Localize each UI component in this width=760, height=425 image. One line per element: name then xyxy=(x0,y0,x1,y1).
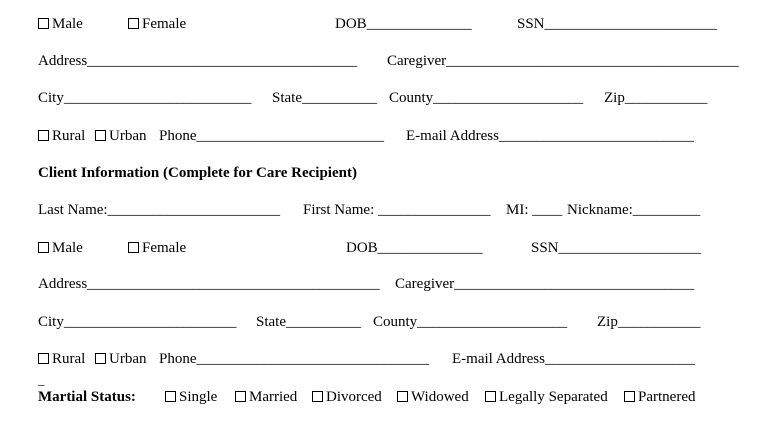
phone-field-1[interactable]: Phone_________________________ xyxy=(159,128,384,144)
nickname-field[interactable]: Nickname:_________ xyxy=(567,202,701,218)
legally-separated-checkbox[interactable] xyxy=(485,391,496,402)
rural-checkbox-1[interactable] xyxy=(38,130,49,141)
rural-option-2[interactable] xyxy=(38,349,85,369)
zip-field-2[interactable]: Zip___________ xyxy=(597,314,701,330)
female-label-1: Female xyxy=(142,16,187,32)
widowed-label: Widowed xyxy=(411,389,469,405)
female-option-1[interactable] xyxy=(128,14,186,34)
rural-option-1[interactable] xyxy=(38,126,85,146)
female-option-2[interactable] xyxy=(128,238,186,258)
client-info-heading-row xyxy=(0,163,760,183)
marital-option-married[interactable] xyxy=(235,387,297,407)
row-gender-dob-ssn-1 xyxy=(0,14,760,34)
caregiver-field-1[interactable]: Caregiver_______________________________________ xyxy=(387,53,739,69)
male-checkbox-2[interactable] xyxy=(38,242,49,253)
dob-field-2[interactable]: DOB______________ xyxy=(346,240,483,256)
single-checkbox[interactable] xyxy=(165,391,176,402)
widowed-checkbox[interactable] xyxy=(397,391,408,402)
city-field-1[interactable]: City_________________________ xyxy=(38,90,252,106)
row-address-caregiver-1 xyxy=(0,51,760,71)
rural-label-2: Rural xyxy=(52,351,86,367)
urban-option-2[interactable] xyxy=(95,349,147,369)
urban-label-1: Urban xyxy=(109,128,147,144)
zip-field-1[interactable]: Zip___________ xyxy=(604,90,708,106)
rural-checkbox-2[interactable] xyxy=(38,353,49,364)
marital-option-single[interactable] xyxy=(165,387,217,407)
phone-field-2[interactable]: Phone_______________________________ xyxy=(159,351,429,367)
marital-option-partnered[interactable] xyxy=(624,387,695,407)
first-name-field[interactable]: First Name: _______________ xyxy=(303,202,491,218)
urban-checkbox-2[interactable] xyxy=(95,353,106,364)
last-name-field[interactable]: Last Name:_______________________ xyxy=(38,202,281,218)
legally-separated-label: Legally Separated xyxy=(499,389,608,405)
urban-option-1[interactable] xyxy=(95,126,147,146)
female-label-2: Female xyxy=(142,240,187,256)
urban-label-2: Urban xyxy=(109,351,147,367)
partnered-label: Partnered xyxy=(638,389,696,405)
rural-label-1: Rural xyxy=(52,128,86,144)
row-gender-dob-ssn-2 xyxy=(0,238,760,258)
state-field-1[interactable]: State__________ xyxy=(272,90,377,106)
ssn-field-2[interactable]: SSN___________________ xyxy=(531,240,702,256)
row-city-state-county-zip-2 xyxy=(0,312,760,332)
address-field-2[interactable]: Address_______________________________________ xyxy=(38,276,380,292)
row-rural-phone-email-1 xyxy=(0,126,760,146)
male-option-1[interactable] xyxy=(38,14,83,34)
row-names xyxy=(0,200,760,220)
row-rural-phone-email-2 xyxy=(0,349,760,369)
marital-option-divorced[interactable] xyxy=(312,387,382,407)
marital-status-label: Martial Status: xyxy=(38,389,136,405)
male-label-2: Male xyxy=(52,240,83,256)
female-checkbox-1[interactable] xyxy=(128,18,139,29)
divorced-checkbox[interactable] xyxy=(312,391,323,402)
city-field-2[interactable]: City_______________________ xyxy=(38,314,237,330)
male-checkbox-1[interactable] xyxy=(38,18,49,29)
male-option-2[interactable] xyxy=(38,238,83,258)
caregiver-field-2[interactable]: Caregiver________________________________ xyxy=(395,276,695,292)
single-label: Single xyxy=(179,389,218,405)
row-city-state-county-zip-1 xyxy=(0,88,760,108)
state-field-2[interactable]: State__________ xyxy=(256,314,361,330)
marital-option-widowed[interactable] xyxy=(397,387,469,407)
ssn-field-1[interactable]: SSN_______________________ xyxy=(517,16,718,32)
dob-field-1[interactable]: DOB______________ xyxy=(335,16,472,32)
email-field-2[interactable]: E-mail Address____________________ xyxy=(452,351,695,367)
marital-option-legally-separated[interactable] xyxy=(485,387,608,407)
mi-field[interactable]: MI: ____ xyxy=(506,202,563,218)
female-checkbox-2[interactable] xyxy=(128,242,139,253)
urban-checkbox-1[interactable] xyxy=(95,130,106,141)
divorced-label: Divorced xyxy=(326,389,382,405)
row-address-caregiver-2 xyxy=(0,274,760,294)
client-info-heading: Client Information (Complete for Care Recipient) xyxy=(38,165,357,181)
county-field-1[interactable]: County____________________ xyxy=(389,90,584,106)
partnered-checkbox[interactable] xyxy=(624,391,635,402)
married-checkbox[interactable] xyxy=(235,391,246,402)
stray-underscore: _ xyxy=(38,372,45,387)
county-field-2[interactable]: County____________________ xyxy=(373,314,568,330)
male-label-1: Male xyxy=(52,16,83,32)
married-label: Married xyxy=(249,389,298,405)
address-field-1[interactable]: Address____________________________________ xyxy=(38,53,358,69)
email-field-1[interactable]: E-mail Address__________________________ xyxy=(406,128,694,144)
marital-status-row xyxy=(0,387,760,407)
